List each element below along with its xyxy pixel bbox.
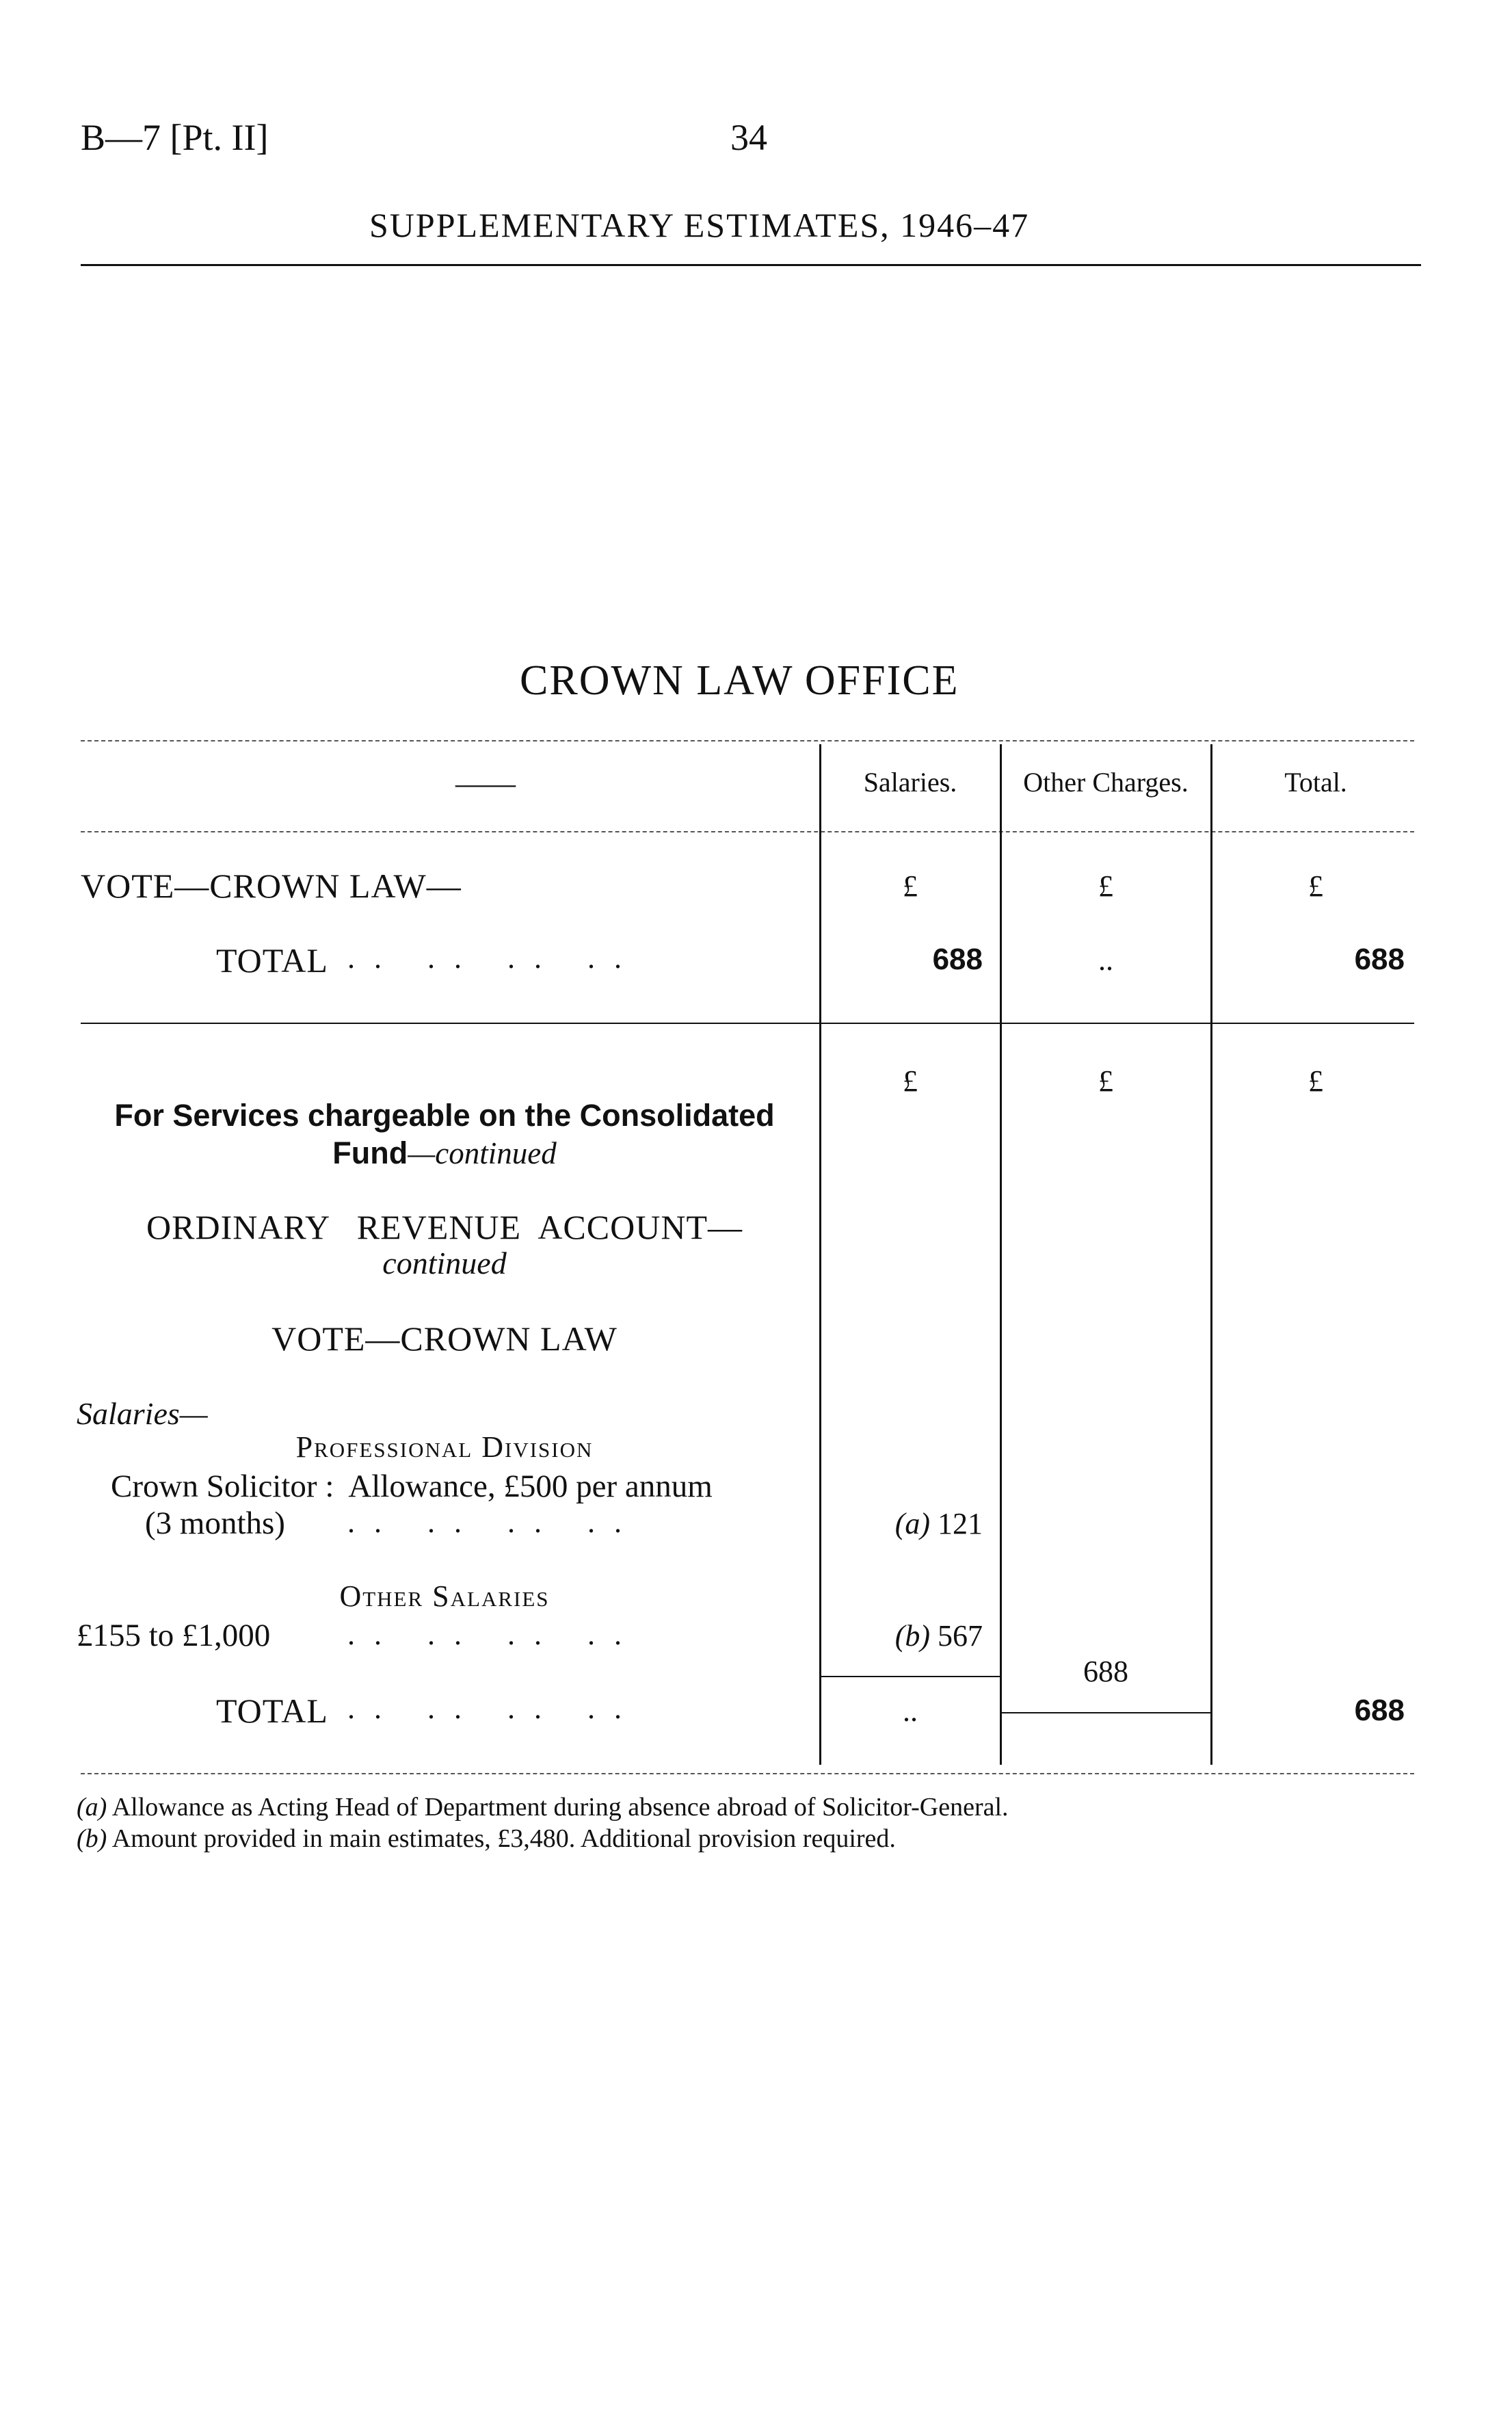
summary-salaries-currency: £ bbox=[903, 869, 918, 903]
footnote-a-text: Allowance as Acting Head of Department during absence abroad of Solicitor-General. bbox=[111, 1793, 1009, 1822]
header-rule bbox=[81, 264, 1421, 266]
summary-other-charges-total: .. bbox=[1098, 943, 1113, 977]
detail-salaries-total: .. bbox=[903, 1694, 918, 1728]
detail-salaries-currency: £ bbox=[903, 1064, 918, 1098]
table-top-rule bbox=[81, 740, 1414, 741]
summary-total-currency: £ bbox=[1308, 869, 1323, 903]
summary-bottom-rule bbox=[81, 1023, 1414, 1024]
footnote-ref-b: (b) bbox=[894, 1619, 930, 1653]
services-heading: For Services chargeable on the Consolidated bbox=[114, 1098, 775, 1133]
summary-grand-total: 688 bbox=[1354, 943, 1405, 976]
column-divider-3 bbox=[1210, 744, 1212, 1765]
crown-solicitor-leaders: .. .. .. .. bbox=[347, 1506, 641, 1539]
footnote-a-mark: (a) bbox=[77, 1793, 107, 1822]
salaries-subtotal-rule bbox=[821, 1676, 1000, 1677]
summary-salaries-total: 688 bbox=[932, 943, 983, 976]
page-title: CROWN LAW OFFICE bbox=[520, 657, 959, 704]
detail-total-currency: £ bbox=[1308, 1064, 1323, 1098]
footnote-a bbox=[77, 1792, 1009, 1822]
salary-range-amount: 567 bbox=[938, 1619, 983, 1653]
crown-solicitor-line: Crown Solicitor : Allowance, £500 per annum bbox=[111, 1469, 713, 1504]
page-reference: B—7 [Pt. II] bbox=[81, 117, 269, 158]
crown-solicitor-period: (3 months) bbox=[145, 1506, 285, 1541]
summary-total-label: TOTAL bbox=[216, 941, 328, 980]
other-charges-subtotal-rule bbox=[1001, 1712, 1210, 1713]
summary-other-currency: £ bbox=[1098, 869, 1113, 903]
footnote-b-mark: (b) bbox=[77, 1824, 107, 1853]
fund-label: Fund bbox=[332, 1135, 408, 1170]
column-divider-1 bbox=[819, 744, 821, 1765]
table-head-rule bbox=[81, 831, 1414, 832]
salaries-column-heading: Salaries. bbox=[863, 767, 957, 798]
detail-total-leaders: .. .. .. .. bbox=[347, 1692, 641, 1725]
professional-division-heading: Professional Division bbox=[295, 1430, 594, 1464]
salary-range-leaders: .. .. .. .. bbox=[347, 1618, 641, 1651]
salary-range-label: £155 to £1,000 bbox=[77, 1618, 271, 1653]
footnote-ref-a: (a) bbox=[894, 1507, 930, 1540]
running-title: SUPPLEMENTARY ESTIMATES, 1946–47 bbox=[369, 206, 1030, 244]
stub-column-heading: —— bbox=[455, 767, 516, 800]
crown-solicitor-amount: 121 bbox=[938, 1507, 983, 1540]
page-number: 34 bbox=[730, 117, 767, 158]
vote-heading: VOTE—CROWN LAW bbox=[271, 1319, 618, 1358]
salaries-label: Salaries— bbox=[77, 1396, 208, 1431]
summary-vote-label: VOTE—CROWN LAW— bbox=[81, 867, 462, 905]
footnote-b bbox=[77, 1824, 896, 1854]
account-heading-continued: continued bbox=[382, 1246, 507, 1280]
summary-total-leaders: .. .. .. .. bbox=[347, 941, 641, 975]
detail-total-label: TOTAL bbox=[216, 1692, 328, 1730]
other-charges-column-heading: Other Charges. bbox=[1023, 767, 1189, 798]
other-charges-subtotal: 688 bbox=[1083, 1655, 1128, 1688]
detail-grand-total: 688 bbox=[1354, 1694, 1405, 1727]
table-bottom-rule bbox=[81, 1773, 1414, 1774]
services-heading-continued bbox=[75, 1135, 814, 1171]
footnote-b-text: Amount provided in main estimates, £3,480. Additional provision required. bbox=[111, 1824, 896, 1853]
total-column-heading: Total. bbox=[1284, 767, 1347, 798]
continued-label: —continued bbox=[408, 1136, 557, 1170]
salary-range-amount-cell bbox=[822, 1618, 983, 1653]
column-divider-2 bbox=[1000, 744, 1002, 1765]
account-heading: ORDINARY REVENUE ACCOUNT— bbox=[146, 1208, 743, 1246]
detail-other-currency: £ bbox=[1098, 1064, 1113, 1098]
other-salaries-heading: Other Salaries bbox=[339, 1579, 550, 1613]
crown-solicitor-amount-cell bbox=[822, 1506, 983, 1541]
